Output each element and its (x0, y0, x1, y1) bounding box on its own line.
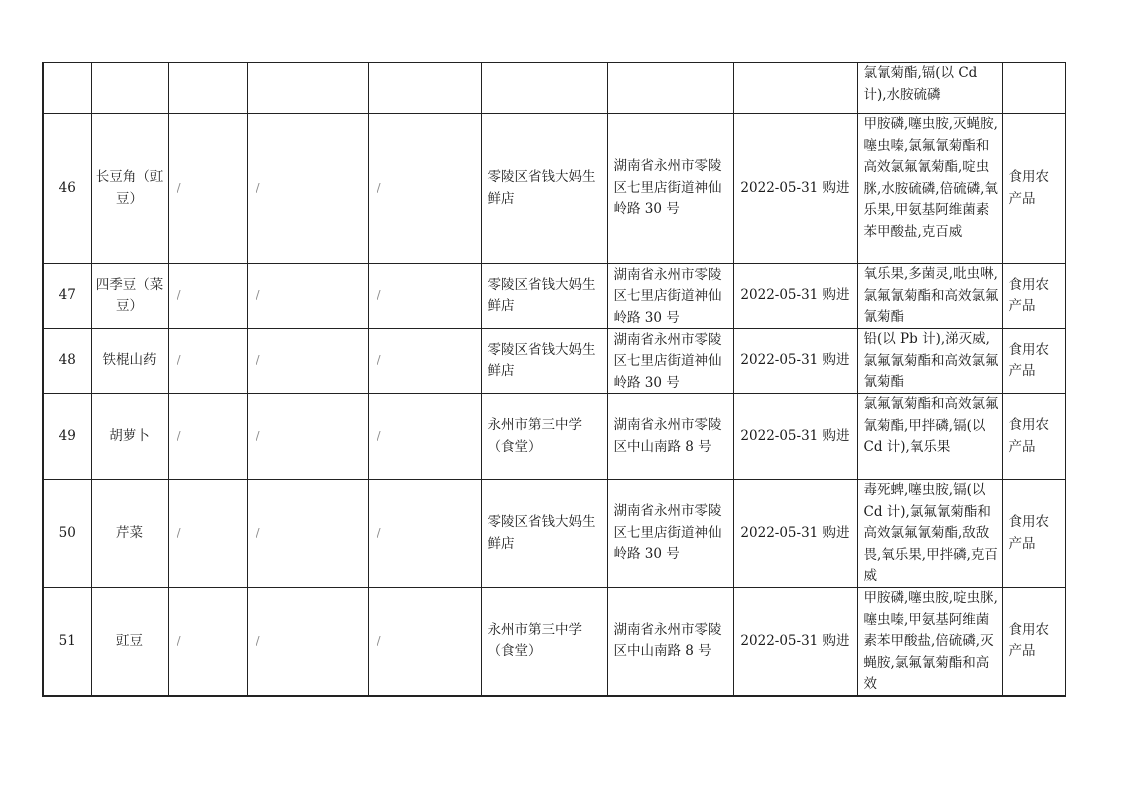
cell-shop (481, 588, 607, 696)
cell-number (43, 114, 91, 264)
cell-shop (481, 264, 607, 329)
cell-col4-text: / (255, 633, 260, 648)
cell-test-items-text: 氯氰菊酯,镉(以 Cd 计),水胺硫磷 (863, 65, 978, 103)
inspection-table (42, 62, 1066, 697)
cell-test-items (857, 114, 1002, 264)
cell-col3-text: / (176, 353, 181, 368)
cell-col3 (168, 480, 247, 588)
cell-category-text: 食用农产品 (1008, 417, 1049, 455)
cell-category (1002, 394, 1065, 480)
cell-col5-text: / (376, 353, 381, 368)
cell-address (607, 114, 733, 264)
cell-address (607, 394, 733, 480)
cell-address (607, 329, 733, 394)
cell-date (733, 329, 857, 394)
cell-name (91, 588, 168, 696)
cell-shop (481, 394, 607, 480)
cell-col3-text: / (176, 633, 181, 648)
cell-category-text: 食用农产品 (1008, 341, 1049, 379)
cell-name (91, 114, 168, 264)
cell-number-text: 50 (58, 524, 76, 541)
cell-test-items (857, 264, 1002, 329)
cell-address-text: 湖南省永州市零陵区七里店街道神仙岭路 30 号 (613, 331, 722, 391)
cell-name-text: 芹菜 (116, 524, 143, 541)
cell-date-text: 2022-05-31 购进 (740, 179, 850, 196)
table-row (43, 63, 1065, 114)
cell-col4 (247, 63, 368, 114)
cell-test-items (857, 394, 1002, 480)
cell-col4-text: / (255, 180, 260, 195)
cell-col5 (368, 394, 481, 480)
cell-col5-text: / (376, 428, 381, 443)
cell-category (1002, 63, 1065, 114)
cell-number-text: 51 (58, 632, 76, 649)
cell-date (733, 480, 857, 588)
cell-col5-text: / (376, 633, 381, 648)
cell-name-text: 铁棍山药 (102, 352, 157, 369)
cell-col4-text: / (255, 428, 260, 443)
cell-number-text: 49 (58, 427, 76, 444)
cell-col5-text: / (376, 180, 381, 195)
cell-date (733, 114, 857, 264)
cell-shop (481, 114, 607, 264)
cell-date-text: 2022-05-31 购进 (740, 352, 850, 369)
cell-number (43, 264, 91, 329)
cell-col5 (368, 264, 481, 329)
cell-test-items-text: 氯氟氰菊酯和高效氯氟氰菊酯,甲拌磷,镉(以 Cd 计),氧乐果 (863, 396, 999, 455)
cell-number (43, 329, 91, 394)
cell-address (607, 63, 733, 114)
table-row (43, 394, 1065, 480)
cell-date (733, 63, 857, 114)
table-row (43, 114, 1065, 264)
cell-category (1002, 329, 1065, 394)
cell-number-text: 47 (58, 287, 76, 304)
cell-name-text: 豇豆 (116, 632, 143, 649)
cell-col5 (368, 588, 481, 696)
cell-shop-text: 零陵区省钱大妈生鲜店 (487, 514, 596, 552)
cell-test-items-text: 甲胺磷,噻虫胺,啶虫脒,噻虫嗪,甲氨基阿维菌素苯甲酸盐,倍硫磷,灭蝇胺,氯氟氰菊酯和高效 (863, 590, 998, 692)
cell-shop-text: 零陵区省钱大妈生鲜店 (487, 341, 596, 379)
cell-col4 (247, 264, 368, 329)
cell-number (43, 63, 91, 114)
cell-name-text: 四季豆（菜豆） (95, 276, 164, 314)
cell-date (733, 264, 857, 329)
cell-col3 (168, 329, 247, 394)
cell-date-text: 2022-05-31 购进 (740, 632, 850, 649)
cell-date-text: 2022-05-31 购进 (740, 524, 850, 541)
cell-address (607, 480, 733, 588)
cell-col3-text: / (176, 525, 181, 540)
cell-test-items-text: 铅(以 Pb 计),涕灭威,氯氟氰菊酯和高效氯氟氰菊酯 (863, 331, 999, 390)
cell-category-text: 食用农产品 (1008, 514, 1049, 552)
cell-col4 (247, 480, 368, 588)
cell-category (1002, 114, 1065, 264)
cell-col3-text: / (176, 288, 181, 303)
cell-name-text: 胡萝卜 (109, 427, 150, 444)
cell-date-text: 2022-05-31 购进 (740, 287, 850, 304)
cell-date (733, 588, 857, 696)
cell-col4-text: / (255, 353, 260, 368)
cell-address-text: 湖南省永州市零陵区中山南路 8 号 (613, 417, 722, 455)
cell-number-text: 46 (58, 179, 76, 196)
cell-col3 (168, 114, 247, 264)
cell-test-items-text: 甲胺磷,噻虫胺,灭蝇胺,噻虫嗪,氯氟氰菊酯和高效氯氟氰菊酯,啶虫脒,水胺硫磷,倍硫磷,氧乐果,甲氨基阿维菌素苯甲酸盐,克百威 (863, 116, 998, 240)
cell-test-items-text: 毒死蜱,噻虫胺,镉(以 Cd 计),氯氟氰菊酯和高效氯氟氰菊酯,敌敌畏,氧乐果,甲拌磷,克百威 (863, 482, 998, 584)
cell-shop-text: 零陵区省钱大妈生鲜店 (487, 276, 596, 314)
cell-number-text: 48 (58, 352, 76, 369)
cell-test-items (857, 480, 1002, 588)
cell-shop-text: 零陵区省钱大妈生鲜店 (487, 169, 596, 207)
cell-name (91, 329, 168, 394)
cell-address (607, 588, 733, 696)
cell-col4 (247, 588, 368, 696)
cell-test-items (857, 329, 1002, 394)
cell-address-text: 湖南省永州市零陵区七里店街道神仙岭路 30 号 (613, 158, 722, 218)
cell-category (1002, 264, 1065, 329)
cell-col3 (168, 63, 247, 114)
cell-col5-text: / (376, 525, 381, 540)
cell-category (1002, 588, 1065, 696)
cell-number (43, 394, 91, 480)
cell-col4 (247, 114, 368, 264)
cell-col3-text: / (176, 428, 181, 443)
cell-col5 (368, 329, 481, 394)
cell-address-text: 湖南省永州市零陵区七里店街道神仙岭路 30 号 (613, 266, 722, 326)
cell-col3 (168, 394, 247, 480)
cell-address (607, 264, 733, 329)
cell-name (91, 480, 168, 588)
cell-shop-text: 永州市第三中学（食堂） (487, 417, 582, 455)
cell-category-text: 食用农产品 (1008, 276, 1049, 314)
cell-test-items-text: 氧乐果,多菌灵,吡虫啉,氯氟氰菊酯和高效氯氟氰菊酯 (863, 266, 999, 325)
cell-col5 (368, 480, 481, 588)
cell-col5 (368, 114, 481, 264)
cell-col4 (247, 329, 368, 394)
cell-category (1002, 480, 1065, 588)
cell-shop (481, 480, 607, 588)
cell-test-items (857, 588, 1002, 696)
cell-col3 (168, 264, 247, 329)
cell-category-text: 食用农产品 (1008, 169, 1049, 207)
cell-col4-text: / (255, 288, 260, 303)
cell-col4 (247, 394, 368, 480)
cell-col5 (368, 63, 481, 114)
table-row (43, 588, 1065, 696)
cell-name (91, 264, 168, 329)
cell-col5-text: / (376, 288, 381, 303)
cell-test-items (857, 63, 1002, 114)
cell-number (43, 480, 91, 588)
cell-address-text: 湖南省永州市零陵区中山南路 8 号 (613, 621, 722, 660)
cell-address-text: 湖南省永州市零陵区七里店街道神仙岭路 30 号 (613, 503, 722, 563)
cell-name (91, 394, 168, 480)
table-row (43, 480, 1065, 588)
cell-col3-text: / (176, 180, 181, 195)
cell-shop (481, 329, 607, 394)
table-row (43, 264, 1065, 329)
cell-col3 (168, 588, 247, 696)
cell-shop-text: 永州市第三中学（食堂） (487, 621, 582, 660)
cell-date (733, 394, 857, 480)
cell-category-text: 食用农产品 (1008, 621, 1049, 660)
cell-name (91, 63, 168, 114)
cell-shop (481, 63, 607, 114)
table-row (43, 329, 1065, 394)
cell-col4-text: / (255, 525, 260, 540)
cell-date-text: 2022-05-31 购进 (740, 427, 850, 444)
cell-number (43, 588, 91, 696)
cell-name-text: 长豆角（豇豆） (95, 169, 164, 207)
